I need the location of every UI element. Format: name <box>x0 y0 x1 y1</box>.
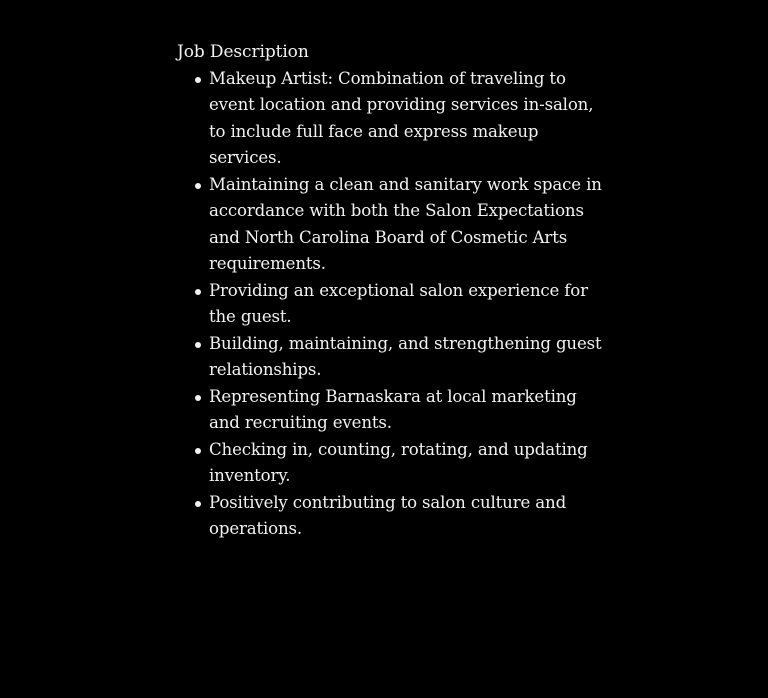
list-item <box>209 490 607 543</box>
job-description-section <box>177 39 607 543</box>
list-item <box>209 66 607 172</box>
bullet-icon <box>195 448 201 454</box>
list-item <box>209 172 607 278</box>
duty-text: Checking in, counting, rotating, and updating inventory. <box>209 439 588 485</box>
duty-text: Building, maintaining, and strengthening guest relationships. <box>209 333 602 379</box>
list-item <box>209 437 607 490</box>
duty-text: Representing Barnaskara at local marketing and recruiting events. <box>209 386 577 432</box>
duty-text: Providing an exceptional salon experience for the guest. <box>209 280 588 326</box>
section-heading: Job Description <box>177 42 309 62</box>
bullet-icon <box>195 183 201 189</box>
duty-text: Positively contributing to salon culture and operations. <box>209 492 567 538</box>
list-item <box>209 278 607 331</box>
bullet-icon <box>195 501 201 507</box>
duty-list <box>177 66 607 543</box>
bullet-icon <box>195 395 201 401</box>
list-item <box>209 331 607 384</box>
bullet-icon <box>195 289 201 295</box>
duty-text: Makeup Artist: Combination of traveling to event location and providing services in-salon, to include full face and express makeup services. <box>209 68 594 167</box>
list-item <box>209 384 607 437</box>
duty-text: Maintaining a clean and sanitary work space in accordance with both the Salon Expectations and North Carolina Board of Cosmetic Arts requirements. <box>209 174 602 273</box>
bullet-icon <box>195 342 201 348</box>
bullet-icon <box>195 77 201 83</box>
